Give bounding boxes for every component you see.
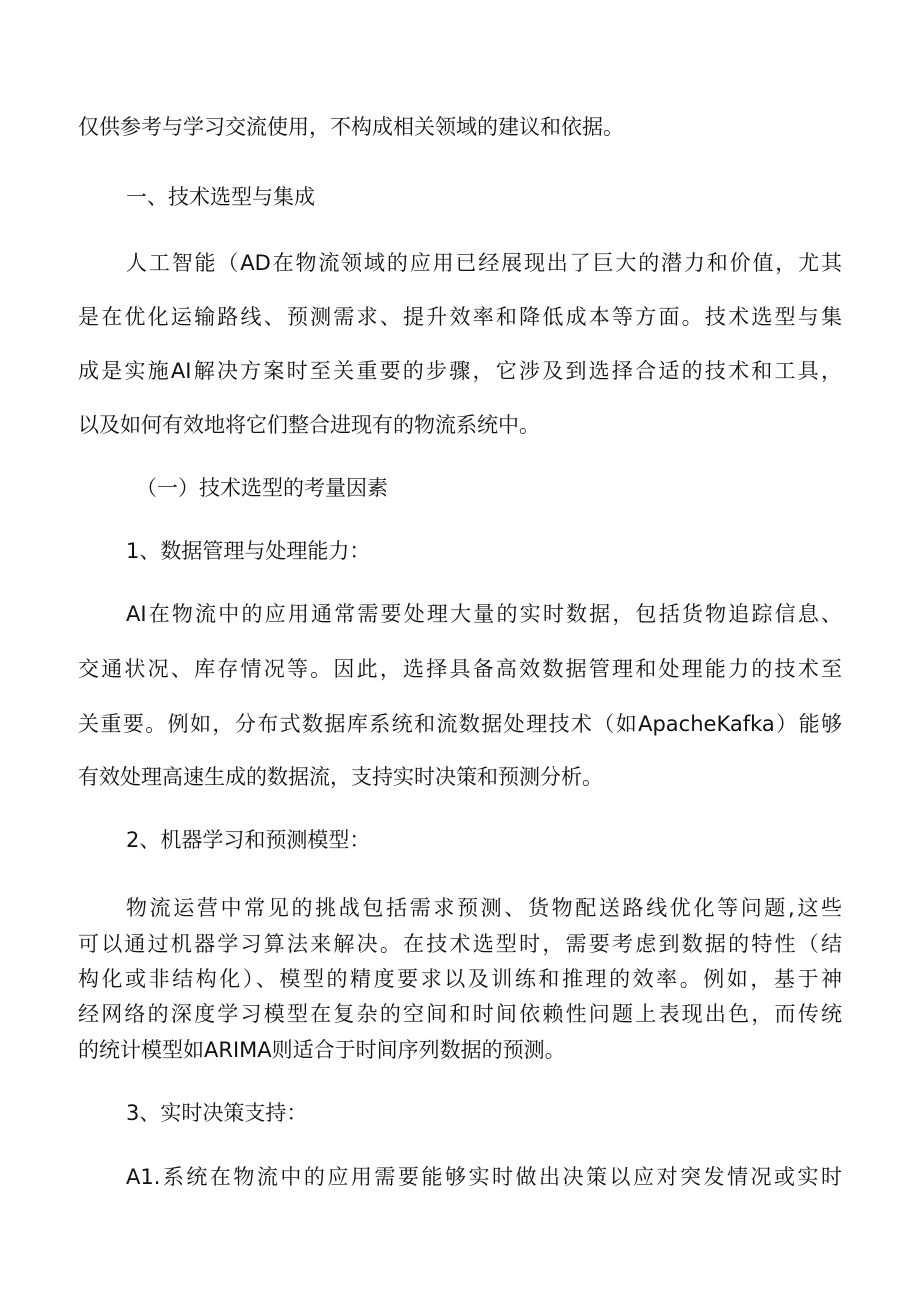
item-heading: 3、实时决策支持： xyxy=(126,1101,308,1125)
paragraph-line: 物流运营中常见的挑战包括需求预测、货物配送路线优化等问题,这些 xyxy=(126,896,842,920)
paragraph-line: 是在优化运输路线、预测需求、提升效率和降低成本等方面。技术选型与集 xyxy=(78,305,842,329)
paragraph-line: AI在物流中的应用通常需要处理大量的实时数据，包括货物追踪信息、 xyxy=(126,602,842,626)
paragraph-line: 经网络的深度学习模型在复杂的空间和时间依赖性问题上表现出色，而传统 xyxy=(78,1002,842,1026)
paragraph-line: 的统计模型如ARIMA则适合于时间序列数据的预测。 xyxy=(78,1038,566,1062)
paragraph-line: 交通状况、库存情况等。因此，选择具备高效数据管理和处理能力的技术至 xyxy=(78,657,842,681)
section-heading: 一、技术选型与集成 xyxy=(126,185,315,209)
item-heading: 2、机器学习和预测模型： xyxy=(126,828,371,852)
paragraph-line: 可以通过机器学习算法来解决。在技术选型时，需要考虑到数据的特性（结 xyxy=(78,932,842,956)
paragraph-line: 关重要。例如，分布式数据库系统和流数据处理技术（如ApacheKafka）能够 xyxy=(78,712,842,736)
paragraph-line: 有效处理高速生成的数据流，支持实时决策和预测分析。 xyxy=(78,765,603,789)
paragraph-line: 以及如何有效地将它们整合进现有的物流系统中。 xyxy=(78,413,540,437)
disclaimer-line: 仅供参考与学习交流使用，不构成相关领域的建议和依据。 xyxy=(78,115,624,139)
subsection-heading: （一）技术选型的考量因素 xyxy=(136,476,388,500)
paragraph-line: A1.系统在物流中的应用需要能够实时做出决策以应对突发情况或实时 xyxy=(126,1165,842,1189)
paragraph-line: 成是实施AI解决方案时至关重要的步骤，它涉及到选择合适的技术和工具， xyxy=(78,359,842,383)
item-heading: 1、数据管理与处理能力： xyxy=(126,539,371,563)
paragraph-line: 构化或非结构化）、模型的精度要求以及训练和推理的效率。例如，基于神 xyxy=(78,967,842,991)
paragraph-line: 人工智能（AD在物流领域的应用已经展现出了巨大的潜力和价值，尤其 xyxy=(126,251,842,275)
